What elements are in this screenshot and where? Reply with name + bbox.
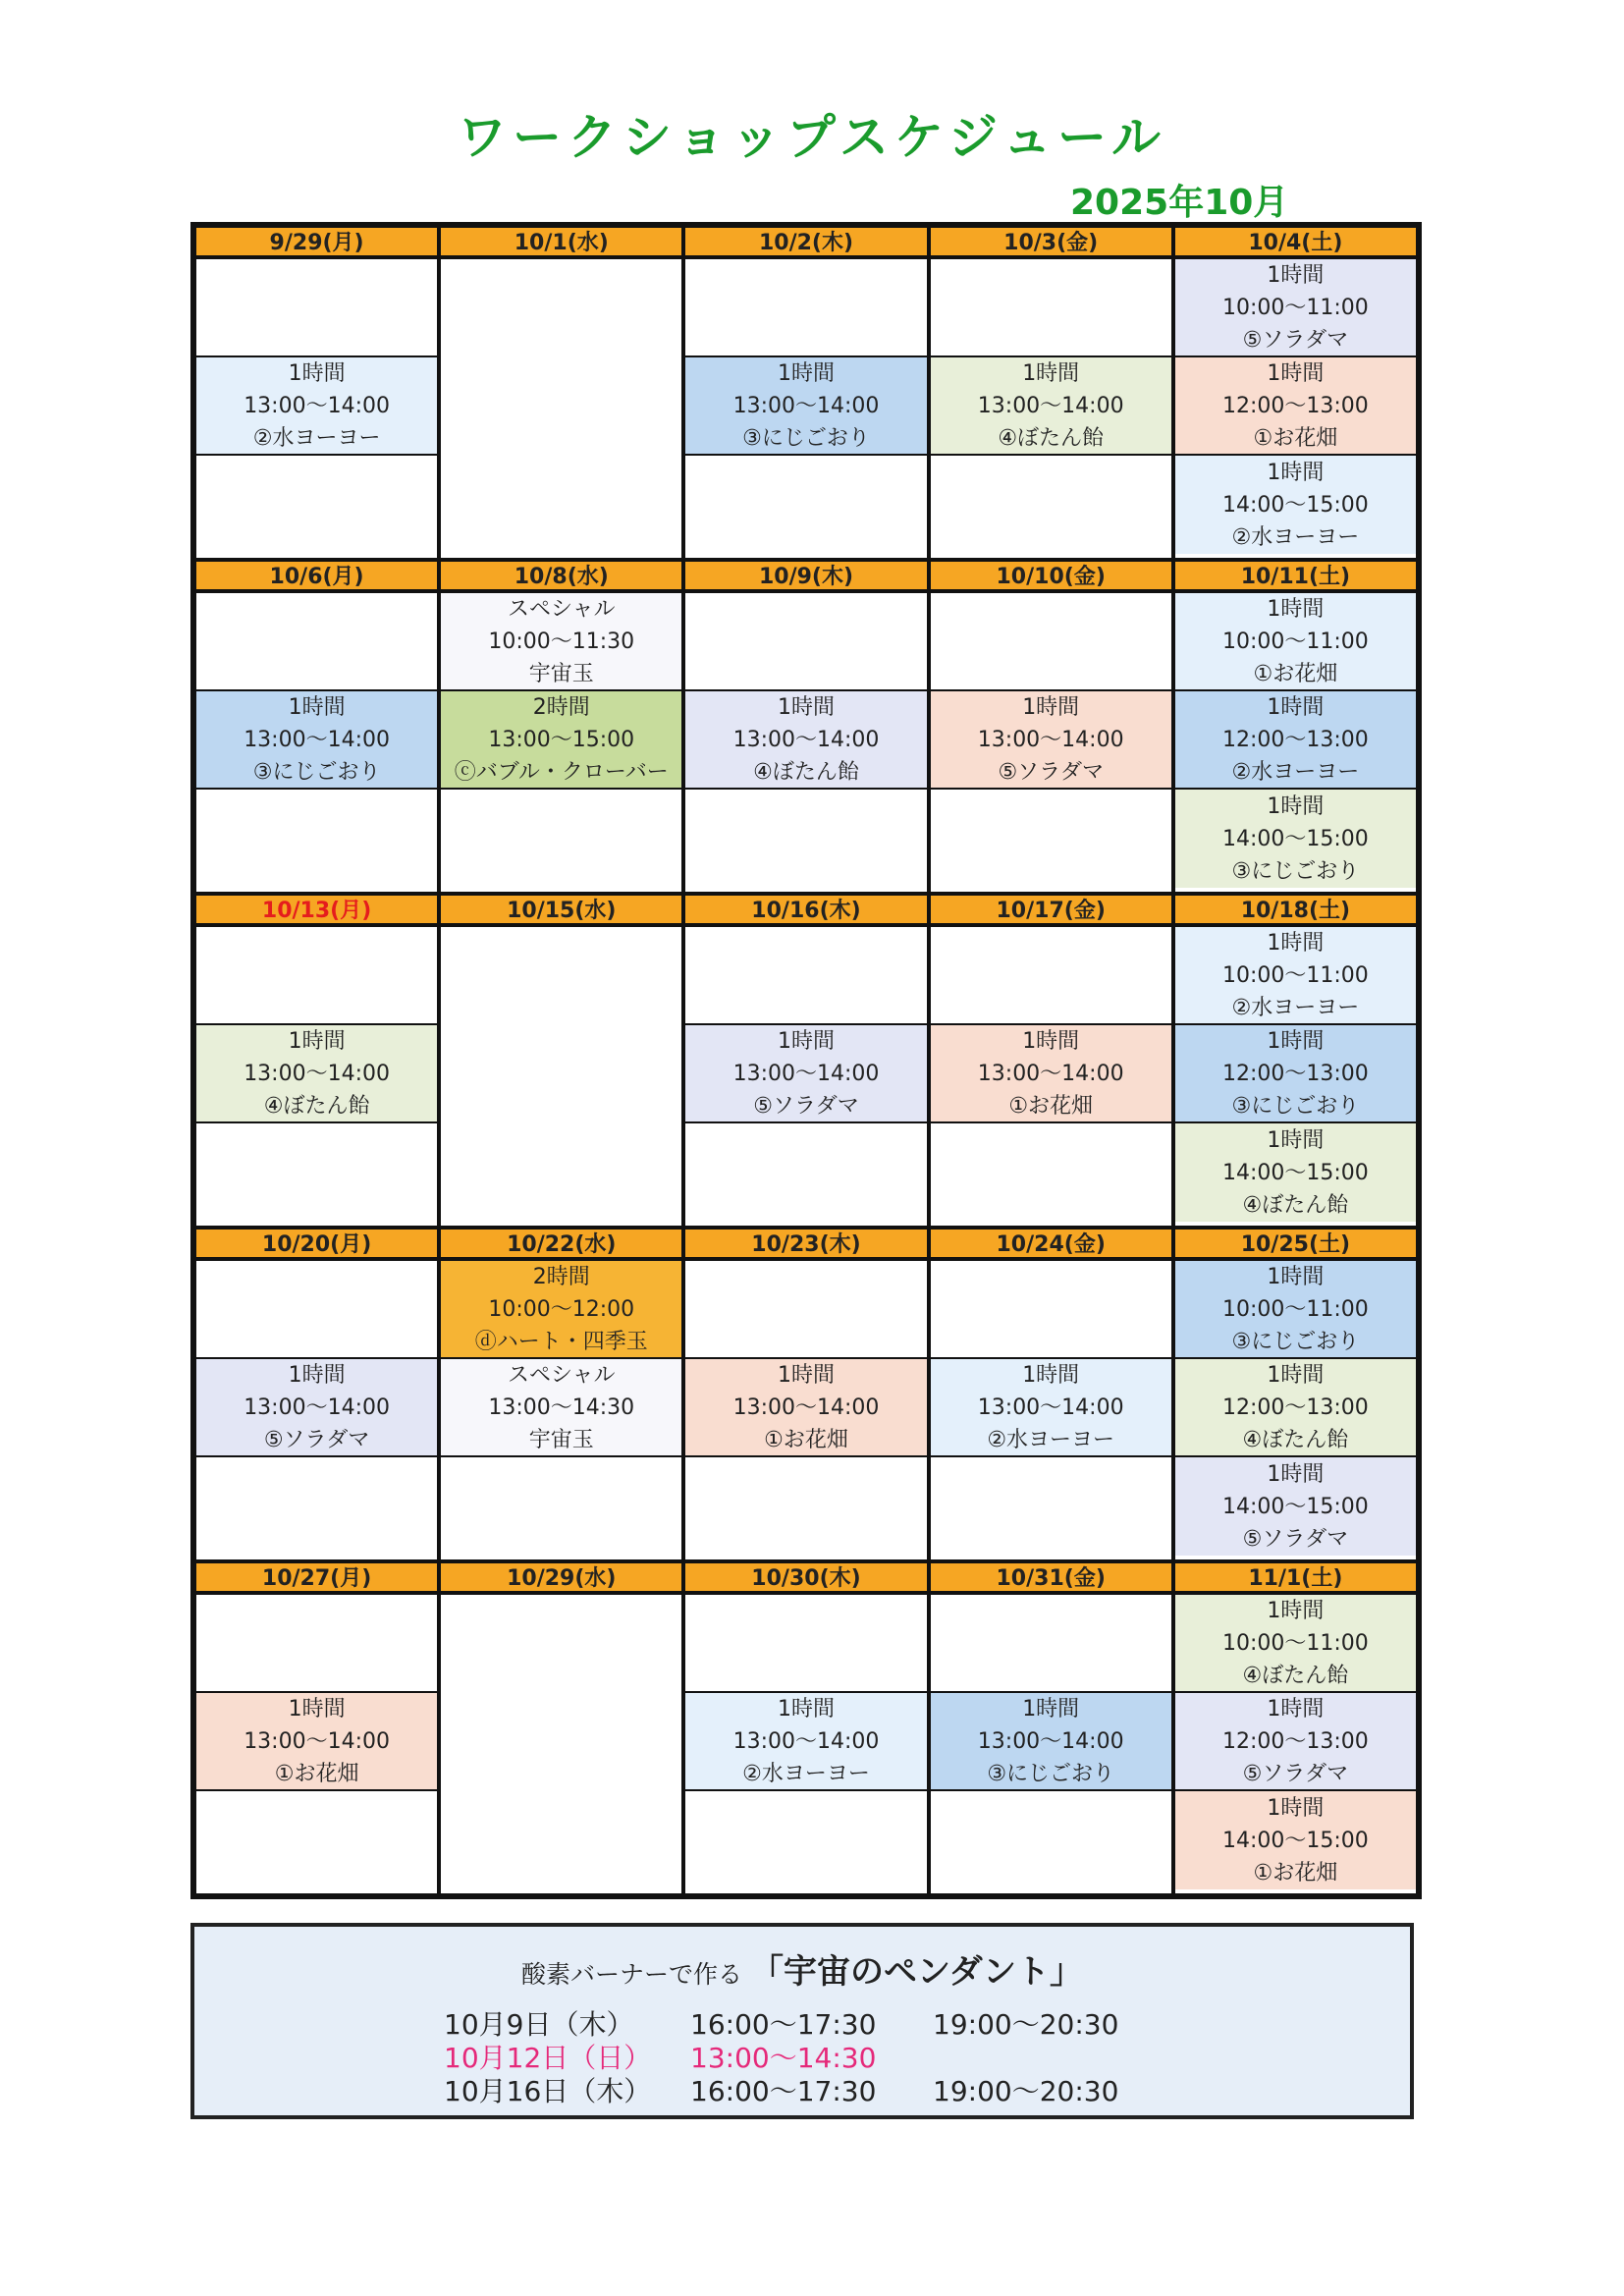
slot-workshop-name: ⑤ソラダマ bbox=[753, 1093, 859, 1119]
day-header: 9/29(月) bbox=[194, 226, 439, 257]
workshop-slot bbox=[1175, 1359, 1416, 1457]
session-row-highlight bbox=[194, 2037, 1410, 2074]
workshop-slot bbox=[931, 1025, 1171, 1123]
day-header: 10/16(木) bbox=[683, 894, 928, 925]
session-date: 10月16日（木） bbox=[444, 2075, 652, 2107]
day-column bbox=[1173, 1259, 1418, 1561]
day-column bbox=[683, 925, 928, 1228]
session-time: 19:00〜20:30 bbox=[933, 2008, 1119, 2041]
slot-workshop-name: ①お花畑 bbox=[1253, 661, 1338, 686]
day-header: 11/1(土) bbox=[1173, 1561, 1418, 1593]
empty-slot bbox=[685, 790, 926, 888]
empty-slot bbox=[196, 1791, 437, 1889]
slot-duration: 1時間 bbox=[1267, 930, 1325, 956]
slot-duration: スペシャル bbox=[508, 1362, 616, 1388]
day-header: 10/22(水) bbox=[439, 1228, 683, 1259]
day-column bbox=[683, 1259, 928, 1561]
slot-duration: 1時間 bbox=[288, 694, 346, 720]
slot-time: 13:00〜14:00 bbox=[732, 393, 880, 418]
day-column bbox=[1173, 591, 1418, 894]
empty-slot bbox=[196, 790, 437, 888]
workshop-slot bbox=[1175, 1025, 1416, 1123]
slot-duration: 1時間 bbox=[777, 1362, 835, 1388]
slot-duration: 1時間 bbox=[1267, 1461, 1325, 1487]
slot-duration: 1時間 bbox=[777, 1028, 835, 1054]
slot-workshop-name: ③にじごおり bbox=[1231, 858, 1360, 884]
slot-time: 13:00〜14:00 bbox=[244, 727, 390, 752]
empty-slot bbox=[196, 456, 437, 554]
empty-slot bbox=[441, 1457, 681, 1556]
empty-slot bbox=[931, 593, 1171, 691]
session-date: 10月9日（木） bbox=[444, 2008, 634, 2041]
empty-slot bbox=[441, 790, 681, 888]
workshop-slot bbox=[1175, 456, 1416, 554]
slot-time: 13:00〜14:30 bbox=[488, 1394, 635, 1420]
month-label: 2025年10月 bbox=[1070, 183, 1289, 223]
slot-time: 10:00〜12:00 bbox=[488, 1296, 635, 1322]
empty-slot bbox=[931, 790, 1171, 888]
day-column bbox=[1173, 257, 1418, 560]
slot-workshop-name: ④ぼたん飴 bbox=[1242, 1663, 1349, 1688]
day-column bbox=[439, 591, 683, 894]
day-column bbox=[683, 591, 928, 894]
empty-slot bbox=[685, 456, 926, 554]
workshop-slot bbox=[931, 691, 1171, 790]
schedule-calendar bbox=[190, 222, 1422, 1899]
empty-slot bbox=[931, 1457, 1171, 1556]
day-column bbox=[194, 591, 439, 894]
empty-slot bbox=[196, 1457, 437, 1556]
empty-slot bbox=[685, 1123, 926, 1222]
slot-time: 14:00〜15:00 bbox=[1221, 1828, 1369, 1853]
slot-time: 14:00〜15:00 bbox=[1221, 1160, 1369, 1185]
slot-time: 13:00〜14:00 bbox=[244, 1728, 390, 1754]
slot-workshop-name: ④ぼたん飴 bbox=[1242, 1192, 1349, 1218]
day-column bbox=[1173, 925, 1418, 1228]
session-time: 19:00〜20:30 bbox=[933, 2075, 1119, 2107]
day-header: 10/15(水) bbox=[439, 894, 683, 925]
empty-slot bbox=[441, 927, 681, 1226]
slot-duration: 1時間 bbox=[1267, 460, 1325, 485]
workshop-slot bbox=[196, 691, 437, 790]
day-column bbox=[439, 1259, 683, 1561]
workshop-slot bbox=[1175, 790, 1416, 888]
empty-slot bbox=[685, 1791, 926, 1889]
slot-duration: 1時間 bbox=[1022, 1362, 1080, 1388]
day-column bbox=[194, 925, 439, 1228]
slot-duration: 1時間 bbox=[1267, 1362, 1325, 1388]
slot-duration: 2時間 bbox=[532, 1264, 590, 1289]
slot-duration: 1時間 bbox=[777, 1696, 835, 1722]
day-header: 10/20(月) bbox=[194, 1228, 439, 1259]
slot-time: 14:00〜15:00 bbox=[1221, 826, 1369, 851]
slot-workshop-name: ②水ヨーヨー bbox=[1231, 995, 1360, 1020]
empty-slot bbox=[196, 1595, 437, 1693]
workshop-slot bbox=[1175, 593, 1416, 691]
session-time: 13:00〜14:30 bbox=[690, 2042, 877, 2074]
slot-workshop-name: ⑤ソラダマ bbox=[1242, 1526, 1349, 1552]
slot-time: 13:00〜14:00 bbox=[732, 1394, 880, 1420]
slot-duration: 2時間 bbox=[532, 694, 590, 720]
slot-duration: 1時間 bbox=[288, 1028, 346, 1054]
day-header: 10/6(月) bbox=[194, 560, 439, 591]
slot-workshop-name: ①お花畑 bbox=[764, 1427, 848, 1452]
slot-time: 14:00〜15:00 bbox=[1221, 1494, 1369, 1519]
day-header: 10/4(土) bbox=[1173, 226, 1418, 257]
day-header: 10/8(水) bbox=[439, 560, 683, 591]
slot-time: 12:00〜13:00 bbox=[1221, 1728, 1369, 1754]
workshop-slot bbox=[1175, 691, 1416, 790]
slot-workshop-name: ②水ヨーヨー bbox=[742, 1761, 870, 1786]
day-header: 10/25(土) bbox=[1173, 1228, 1418, 1259]
slot-duration: 1時間 bbox=[288, 1362, 346, 1388]
workshop-slot bbox=[685, 691, 926, 790]
empty-slot bbox=[196, 593, 437, 691]
day-column bbox=[439, 1593, 683, 1895]
day-header: 10/29(水) bbox=[439, 1561, 683, 1593]
day-header: 10/24(金) bbox=[929, 1228, 1173, 1259]
day-header: 10/23(木) bbox=[683, 1228, 928, 1259]
slot-duration: 1時間 bbox=[1267, 1598, 1325, 1623]
day-header: 10/31(金) bbox=[929, 1561, 1173, 1593]
slot-time: 10:00〜11:00 bbox=[1221, 1630, 1369, 1656]
empty-slot bbox=[685, 1595, 926, 1693]
empty-slot bbox=[931, 1123, 1171, 1222]
empty-slot bbox=[196, 259, 437, 357]
empty-slot bbox=[931, 456, 1171, 554]
slot-workshop-name: ⓓハート・四季玉 bbox=[474, 1329, 648, 1354]
session-row bbox=[194, 2003, 1410, 2041]
day-header: 10/1(水) bbox=[439, 226, 683, 257]
workshop-slot bbox=[196, 1359, 437, 1457]
slot-workshop-name: ②水ヨーヨー bbox=[252, 425, 381, 451]
day-column bbox=[194, 1593, 439, 1895]
workshop-slot bbox=[441, 593, 681, 691]
slot-time: 10:00〜11:00 bbox=[1221, 1296, 1369, 1322]
slot-workshop-name: ③にじごおり bbox=[1231, 1093, 1360, 1119]
workshop-slot bbox=[1175, 1457, 1416, 1556]
day-header: 10/30(木) bbox=[683, 1561, 928, 1593]
slot-time: 12:00〜13:00 bbox=[1221, 393, 1369, 418]
empty-slot bbox=[685, 259, 926, 357]
slot-time: 13:00〜14:00 bbox=[732, 1728, 880, 1754]
workshop-slot bbox=[1175, 1123, 1416, 1222]
workshop-slot bbox=[441, 1261, 681, 1359]
empty-slot bbox=[441, 259, 681, 558]
workshop-slot bbox=[931, 357, 1171, 456]
slot-duration: 1時間 bbox=[1022, 694, 1080, 720]
workshop-slot bbox=[441, 1359, 681, 1457]
slot-workshop-name: ④ぼたん飴 bbox=[998, 425, 1105, 451]
day-header: 10/3(金) bbox=[929, 226, 1173, 257]
slot-duration: 1時間 bbox=[1267, 1264, 1325, 1289]
empty-slot bbox=[931, 259, 1171, 357]
slot-workshop-name: ③にじごおり bbox=[987, 1761, 1115, 1786]
empty-slot bbox=[196, 1123, 437, 1222]
slot-time: 13:00〜14:00 bbox=[977, 1061, 1124, 1086]
slot-workshop-name: ④ぼたん飴 bbox=[1242, 1427, 1349, 1452]
session-row bbox=[194, 2070, 1410, 2107]
slot-workshop-name: ②水ヨーヨー bbox=[987, 1427, 1115, 1452]
workshop-slot bbox=[196, 357, 437, 456]
slot-time: 12:00〜13:00 bbox=[1221, 727, 1369, 752]
empty-slot bbox=[685, 927, 926, 1025]
slot-duration: 1時間 bbox=[1267, 360, 1325, 386]
workshop-slot bbox=[931, 1359, 1171, 1457]
day-column bbox=[929, 1259, 1173, 1561]
slot-duration: 1時間 bbox=[1022, 1696, 1080, 1722]
day-column bbox=[929, 925, 1173, 1228]
slot-time: 12:00〜13:00 bbox=[1221, 1394, 1369, 1420]
slot-duration: 1時間 bbox=[1022, 1028, 1080, 1054]
notice-lead: 酸素バーナーで作る bbox=[521, 1960, 743, 1989]
day-column bbox=[929, 1593, 1173, 1895]
notice-title: 「宇宙のペンダント」 bbox=[750, 1952, 1083, 1992]
workshop-slot bbox=[685, 357, 926, 456]
day-header: 10/11(土) bbox=[1173, 560, 1418, 591]
slot-workshop-name: ⑤ソラダマ bbox=[1242, 1761, 1349, 1786]
slot-duration: 1時間 bbox=[1267, 1795, 1325, 1821]
slot-time: 13:00〜14:00 bbox=[732, 1061, 880, 1086]
slot-workshop-name: ⓒバブル・クローバー bbox=[454, 759, 669, 785]
slot-workshop-name: ①お花畑 bbox=[1008, 1093, 1094, 1119]
slot-duration: 1時間 bbox=[1267, 262, 1325, 288]
slot-time: 13:00〜14:00 bbox=[977, 727, 1124, 752]
slot-time: 13:00〜14:00 bbox=[732, 727, 880, 752]
slot-time: 12:00〜13:00 bbox=[1221, 1061, 1369, 1086]
workshop-slot bbox=[931, 1693, 1171, 1791]
workshop-slot bbox=[685, 1693, 926, 1791]
pendant-notice-box bbox=[190, 1923, 1414, 2119]
empty-slot bbox=[685, 1261, 926, 1359]
day-header: 10/18(土) bbox=[1173, 894, 1418, 925]
slot-duration: スペシャル bbox=[508, 596, 616, 622]
slot-time: 13:00〜14:00 bbox=[977, 1394, 1124, 1420]
slot-duration: 1時間 bbox=[1267, 1028, 1325, 1054]
notice-heading bbox=[194, 1944, 1410, 1993]
day-column bbox=[439, 257, 683, 560]
slot-duration: 1時間 bbox=[777, 694, 835, 720]
slot-workshop-name: 宇宙玉 bbox=[528, 1427, 594, 1452]
day-header: 10/10(金) bbox=[929, 560, 1173, 591]
slot-duration: 1時間 bbox=[1267, 793, 1325, 819]
empty-slot bbox=[931, 1791, 1171, 1889]
slot-time: 10:00〜11:00 bbox=[1221, 295, 1369, 320]
day-header: 10/9(木) bbox=[683, 560, 928, 591]
slot-workshop-name: ③にじごおり bbox=[742, 425, 870, 451]
session-time: 16:00〜17:30 bbox=[690, 2008, 877, 2041]
empty-slot bbox=[685, 1457, 926, 1556]
slot-workshop-name: ①お花畑 bbox=[1253, 1860, 1338, 1886]
workshop-slot bbox=[1175, 1791, 1416, 1889]
slot-time: 13:00〜14:00 bbox=[244, 393, 390, 418]
day-header: 10/13(月) bbox=[194, 894, 439, 925]
workshop-slot bbox=[1175, 1595, 1416, 1693]
slot-duration: 1時間 bbox=[1267, 1696, 1325, 1722]
slot-duration: 1時間 bbox=[288, 360, 346, 386]
day-column bbox=[683, 257, 928, 560]
slot-time: 13:00〜14:00 bbox=[244, 1061, 390, 1086]
page-title: ワークショップスケジュール bbox=[458, 109, 1166, 166]
workshop-slot bbox=[1175, 1693, 1416, 1791]
workshop-slot bbox=[685, 1359, 926, 1457]
workshop-slot bbox=[196, 1693, 437, 1791]
workshop-slot bbox=[1175, 357, 1416, 456]
slot-duration: 1時間 bbox=[1022, 360, 1080, 386]
workshop-slot bbox=[1175, 259, 1416, 357]
slot-workshop-name: 宇宙玉 bbox=[528, 661, 594, 686]
day-header: 10/2(木) bbox=[683, 226, 928, 257]
slot-workshop-name: ①お花畑 bbox=[1253, 425, 1338, 451]
slot-workshop-name: ②水ヨーヨー bbox=[1231, 759, 1360, 785]
day-header: 10/17(金) bbox=[929, 894, 1173, 925]
day-column bbox=[194, 1259, 439, 1561]
slot-duration: 1時間 bbox=[1267, 1127, 1325, 1153]
day-header: 10/27(月) bbox=[194, 1561, 439, 1593]
slot-workshop-name: ⑤ソラダマ bbox=[263, 1427, 370, 1452]
day-column bbox=[194, 257, 439, 560]
slot-time: 13:00〜14:00 bbox=[977, 1728, 1124, 1754]
workshop-slot bbox=[196, 1025, 437, 1123]
slot-workshop-name: ③にじごおり bbox=[1231, 1329, 1360, 1354]
empty-slot bbox=[931, 927, 1171, 1025]
day-column bbox=[929, 591, 1173, 894]
slot-time: 10:00〜11:00 bbox=[1221, 962, 1369, 988]
slot-duration: 1時間 bbox=[1267, 694, 1325, 720]
day-column bbox=[683, 1593, 928, 1895]
workshop-slot bbox=[441, 691, 681, 790]
slot-time: 10:00〜11:30 bbox=[488, 629, 635, 654]
empty-slot bbox=[441, 1595, 681, 1893]
empty-slot bbox=[931, 1595, 1171, 1693]
slot-workshop-name: ⑤ソラダマ bbox=[998, 759, 1104, 785]
workshop-slot bbox=[1175, 1261, 1416, 1359]
day-column bbox=[439, 925, 683, 1228]
slot-duration: 1時間 bbox=[1267, 596, 1325, 622]
empty-slot bbox=[931, 1261, 1171, 1359]
empty-slot bbox=[196, 1261, 437, 1359]
slot-duration: 1時間 bbox=[288, 1696, 346, 1722]
slot-time: 10:00〜11:00 bbox=[1221, 629, 1369, 654]
slot-workshop-name: ③にじごおり bbox=[252, 759, 381, 785]
slot-workshop-name: ④ぼたん飴 bbox=[263, 1093, 370, 1119]
workshop-slot bbox=[685, 1025, 926, 1123]
day-column bbox=[1173, 1593, 1418, 1895]
slot-workshop-name: ②水ヨーヨー bbox=[1231, 524, 1360, 550]
slot-time: 13:00〜14:00 bbox=[244, 1394, 390, 1420]
workshop-slot bbox=[1175, 927, 1416, 1025]
empty-slot bbox=[196, 927, 437, 1025]
slot-workshop-name: ①お花畑 bbox=[274, 1761, 359, 1786]
slot-workshop-name: ⑤ソラダマ bbox=[1242, 327, 1349, 353]
slot-time: 14:00〜15:00 bbox=[1221, 492, 1369, 518]
empty-slot bbox=[685, 593, 926, 691]
slot-duration: 1時間 bbox=[777, 360, 835, 386]
day-column bbox=[929, 257, 1173, 560]
slot-time: 13:00〜14:00 bbox=[977, 393, 1124, 418]
session-date: 10月12日（日） bbox=[444, 2042, 652, 2074]
slot-workshop-name: ④ぼたん飴 bbox=[753, 759, 859, 785]
slot-time: 13:00〜15:00 bbox=[488, 727, 635, 752]
session-time: 16:00〜17:30 bbox=[690, 2075, 877, 2107]
